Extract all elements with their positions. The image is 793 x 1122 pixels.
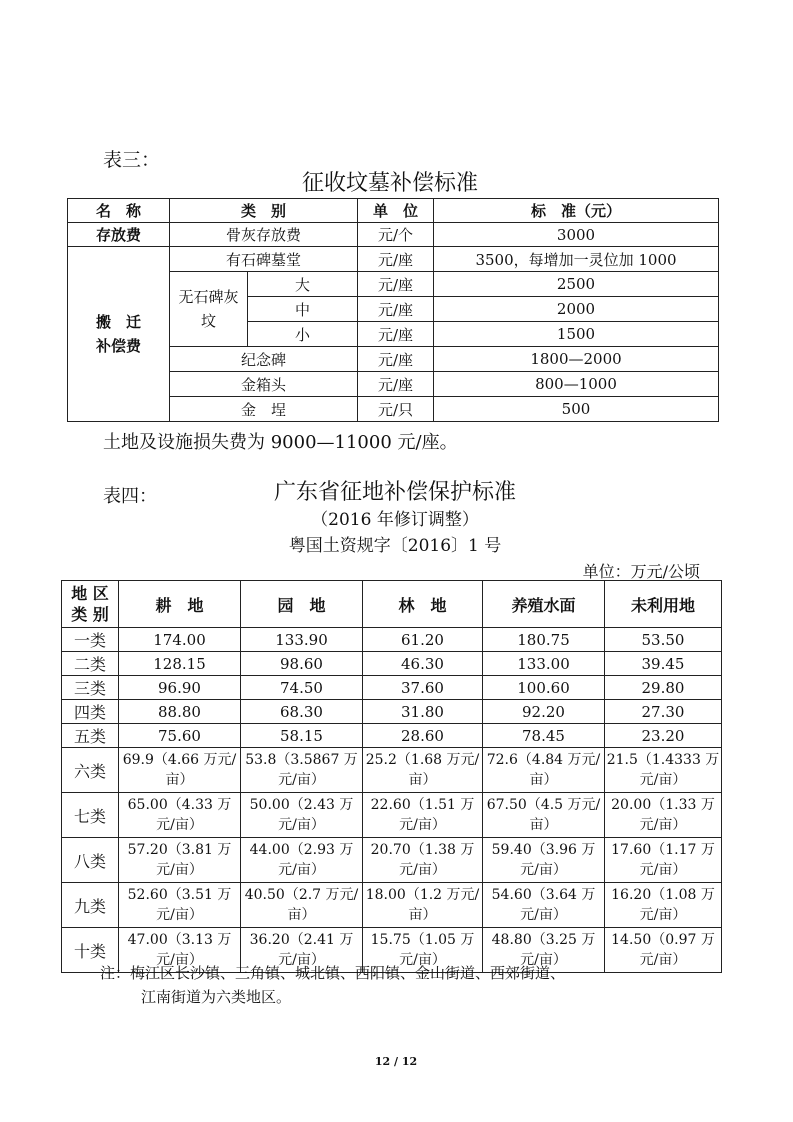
compensation-value-cell: 22.60（1.51 万元/亩） bbox=[363, 793, 483, 838]
region-class-label: 二类 bbox=[62, 652, 119, 676]
compensation-value-cell: 75.60 bbox=[119, 724, 241, 748]
table3-label: 表三： bbox=[103, 149, 161, 171]
relocation-fee-name: 搬 迁补偿费 bbox=[68, 247, 170, 422]
stone-hall-standard: 3500，每增加一灵位加 1000 bbox=[434, 247, 719, 272]
table4-row bbox=[62, 676, 722, 700]
region-class-label: 五类 bbox=[62, 724, 119, 748]
table4-row bbox=[62, 652, 722, 676]
table4-row bbox=[62, 838, 722, 883]
table4-title: 广东省征地补偿保护标准 bbox=[273, 480, 516, 505]
compensation-value-cell: 16.20（1.08 万元/亩） bbox=[605, 883, 722, 928]
table4-row bbox=[62, 883, 722, 928]
size-medium-unit: 元/座 bbox=[358, 297, 434, 322]
compensation-value-cell: 37.60 bbox=[363, 676, 483, 700]
compensation-value-cell: 25.2（1.68 万元/亩） bbox=[363, 748, 483, 793]
table4-document-number: 粤国土资规字〔2016〕1 号 bbox=[288, 536, 502, 556]
no-stone-label: 无石碑灰坟 bbox=[170, 272, 248, 347]
compensation-value-cell: 47.00（3.13 万元/亩） bbox=[119, 928, 241, 973]
size-small-unit: 元/座 bbox=[358, 322, 434, 347]
compensation-value-cell: 18.00（1.2 万元/亩） bbox=[363, 883, 483, 928]
table3-title: 征收坟墓补偿标准 bbox=[301, 171, 478, 196]
stone-hall-unit: 元/座 bbox=[358, 247, 434, 272]
golden-box-standard: 800—1000 bbox=[434, 372, 719, 397]
golden-jar-category: 金 埕 bbox=[170, 397, 358, 422]
grave-compensation-table bbox=[67, 198, 719, 422]
size-small-standard: 1500 bbox=[434, 322, 719, 347]
size-large-unit: 元/座 bbox=[358, 272, 434, 297]
size-medium: 中 bbox=[248, 297, 358, 322]
size-large-standard: 2500 bbox=[434, 272, 719, 297]
table3-row bbox=[68, 223, 719, 247]
size-medium-standard: 2000 bbox=[434, 297, 719, 322]
stone-hall-category: 有石碑墓堂 bbox=[170, 247, 358, 272]
header-category: 类 别 bbox=[170, 199, 358, 223]
header-standard: 标 准（元） bbox=[434, 199, 719, 223]
header-name: 名 称 bbox=[68, 199, 170, 223]
compensation-value-cell: 54.60（3.64 万元/亩） bbox=[483, 883, 605, 928]
compensation-value-cell: 40.50（2.7 万元/亩） bbox=[241, 883, 363, 928]
table4-row bbox=[62, 724, 722, 748]
region-class-label: 十类 bbox=[62, 928, 119, 973]
land-facility-loss-note: 土地及设施损失费为 9000—11000 元/座。 bbox=[103, 432, 458, 453]
column-header-forest: 林 地 bbox=[363, 581, 483, 628]
compensation-value-cell: 39.45 bbox=[605, 652, 722, 676]
monument-unit: 元/座 bbox=[358, 347, 434, 372]
compensation-value-cell: 92.20 bbox=[483, 700, 605, 724]
compensation-value-cell: 53.50 bbox=[605, 628, 722, 652]
storage-fee-name: 存放费 bbox=[68, 223, 170, 247]
table4-row bbox=[62, 700, 722, 724]
table4-header-row bbox=[62, 581, 722, 628]
size-small: 小 bbox=[248, 322, 358, 347]
golden-jar-standard: 500 bbox=[434, 397, 719, 422]
region-class-label: 一类 bbox=[62, 628, 119, 652]
compensation-value-cell: 14.50（0.97 万元/亩） bbox=[605, 928, 722, 973]
compensation-value-cell: 20.00（1.33 万元/亩） bbox=[605, 793, 722, 838]
region-class-label: 八类 bbox=[62, 838, 119, 883]
compensation-value-cell: 48.80（3.25 万元/亩） bbox=[483, 928, 605, 973]
storage-fee-unit: 元/个 bbox=[358, 223, 434, 247]
compensation-value-cell: 68.30 bbox=[241, 700, 363, 724]
compensation-value-cell: 72.6（4.84 万元/亩） bbox=[483, 748, 605, 793]
compensation-value-cell: 96.90 bbox=[119, 676, 241, 700]
column-header-garden: 园 地 bbox=[241, 581, 363, 628]
compensation-value-cell: 174.00 bbox=[119, 628, 241, 652]
page-number: 12 / 12 bbox=[374, 1055, 418, 1068]
column-header-cultivated: 耕 地 bbox=[119, 581, 241, 628]
column-header-aquaculture: 养殖水面 bbox=[483, 581, 605, 628]
compensation-value-cell: 57.20（3.81 万元/亩） bbox=[119, 838, 241, 883]
compensation-value-cell: 67.50（4.5 万元/亩） bbox=[483, 793, 605, 838]
compensation-value-cell: 52.60（3.51 万元/亩） bbox=[119, 883, 241, 928]
storage-fee-standard: 3000 bbox=[434, 223, 719, 247]
table4-subtitle: （2016 年修订调整） bbox=[311, 510, 479, 530]
compensation-value-cell: 28.60 bbox=[363, 724, 483, 748]
table3-header-row bbox=[68, 199, 719, 223]
compensation-value-cell: 23.20 bbox=[605, 724, 722, 748]
compensation-value-cell: 20.70（1.38 万元/亩） bbox=[363, 838, 483, 883]
compensation-value-cell: 88.80 bbox=[119, 700, 241, 724]
compensation-value-cell: 31.80 bbox=[363, 700, 483, 724]
compensation-value-cell: 59.40（3.96 万元/亩） bbox=[483, 838, 605, 883]
compensation-value-cell: 21.5（1.4333 万元/亩） bbox=[605, 748, 722, 793]
compensation-value-cell: 180.75 bbox=[483, 628, 605, 652]
region-category-header: 地 区类 别 bbox=[62, 581, 119, 628]
compensation-value-cell: 50.00（2.43 万元/亩） bbox=[241, 793, 363, 838]
golden-box-unit: 元/座 bbox=[358, 372, 434, 397]
storage-fee-category: 骨灰存放费 bbox=[170, 223, 358, 247]
compensation-value-cell: 44.00（2.93 万元/亩） bbox=[241, 838, 363, 883]
monument-category: 纪念碑 bbox=[170, 347, 358, 372]
region-class-label: 六类 bbox=[62, 748, 119, 793]
compensation-value-cell: 100.60 bbox=[483, 676, 605, 700]
table4-row bbox=[62, 748, 722, 793]
table4-row bbox=[62, 628, 722, 652]
region-class-label: 九类 bbox=[62, 883, 119, 928]
region-class-label: 三类 bbox=[62, 676, 119, 700]
table3-row bbox=[68, 247, 719, 272]
compensation-value-cell: 61.20 bbox=[363, 628, 483, 652]
compensation-value-cell: 53.8（3.5867 万元/亩） bbox=[241, 748, 363, 793]
region-class-label: 四类 bbox=[62, 700, 119, 724]
size-large: 大 bbox=[248, 272, 358, 297]
table4-row bbox=[62, 793, 722, 838]
table4-label: 表四： bbox=[103, 486, 157, 507]
compensation-value-cell: 36.20（2.41 万元/亩） bbox=[241, 928, 363, 973]
compensation-value-cell: 74.50 bbox=[241, 676, 363, 700]
land-compensation-table bbox=[61, 580, 722, 973]
compensation-value-cell: 15.75（1.05 万元/亩） bbox=[363, 928, 483, 973]
header-unit: 单 位 bbox=[358, 199, 434, 223]
compensation-value-cell: 133.00 bbox=[483, 652, 605, 676]
compensation-value-cell: 17.60（1.17 万元/亩） bbox=[605, 838, 722, 883]
golden-box-category: 金箱头 bbox=[170, 372, 358, 397]
compensation-value-cell: 98.60 bbox=[241, 652, 363, 676]
compensation-value-cell: 69.9（4.66 万元/亩） bbox=[119, 748, 241, 793]
footnote-line-1: 注：梅江区长沙镇、三角镇、城北镇、西阳镇、金山街道、西郊街道、 bbox=[100, 964, 566, 982]
column-header-unused: 未利用地 bbox=[605, 581, 722, 628]
compensation-value-cell: 78.45 bbox=[483, 724, 605, 748]
compensation-value-cell: 65.00（4.33 万元/亩） bbox=[119, 793, 241, 838]
compensation-value-cell: 133.90 bbox=[241, 628, 363, 652]
compensation-value-cell: 27.30 bbox=[605, 700, 722, 724]
footnote-line-2: 江南街道为六类地区。 bbox=[141, 988, 292, 1006]
compensation-value-cell: 46.30 bbox=[363, 652, 483, 676]
compensation-value-cell: 58.15 bbox=[241, 724, 363, 748]
compensation-value-cell: 29.80 bbox=[605, 676, 722, 700]
monument-standard: 1800—2000 bbox=[434, 347, 719, 372]
compensation-value-cell: 128.15 bbox=[119, 652, 241, 676]
table4-unit: 单位：万元/公顷 bbox=[582, 562, 700, 581]
golden-jar-unit: 元/只 bbox=[358, 397, 434, 422]
region-class-label: 七类 bbox=[62, 793, 119, 838]
